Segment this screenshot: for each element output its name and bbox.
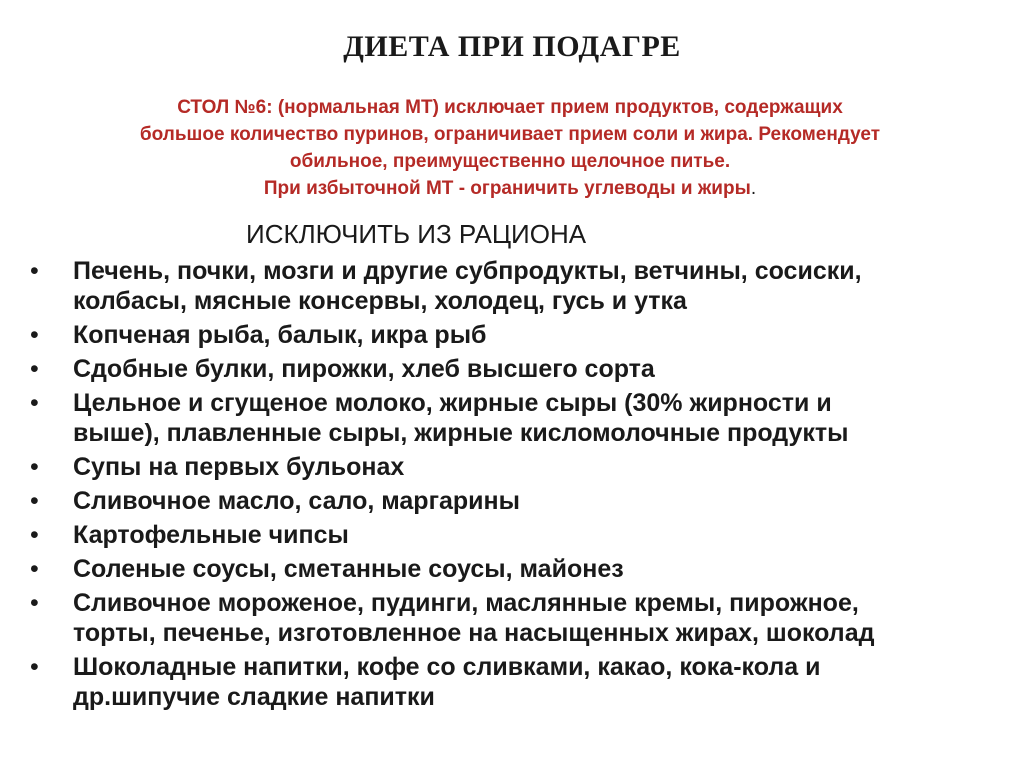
description-line: обильное, преимущественно щелочное питье.	[289, 151, 731, 172]
bullet-icon: •	[30, 555, 39, 583]
list-item-text: Цельное и сгущеное молоко, жирные сыры (30% жирности и	[73, 389, 832, 417]
list-item	[30, 354, 1005, 384]
list-item	[30, 652, 1005, 712]
list-item	[30, 388, 1005, 448]
excluded-foods-list	[30, 256, 1005, 716]
description-line: СТОЛ №6: (нормальная МТ) исключает прием продуктов, содержащих	[177, 97, 843, 118]
list-item-text: Копченая рыба, балык, икра рыб	[73, 321, 487, 349]
list-item-text: торты, печенье, изготовленное на насыщенных жирах, шоколад	[73, 619, 875, 647]
bullet-icon: •	[30, 257, 39, 285]
bullet-icon: •	[30, 487, 39, 515]
description-line-period: .	[750, 178, 757, 199]
slide-title: ДИЕТА ПРИ ПОДАГРЕ	[343, 30, 681, 63]
bullet-icon: •	[30, 453, 39, 481]
list-item	[30, 452, 1005, 482]
description-line-text: При избыточной МТ - ограничить углеводы и жиры	[263, 178, 751, 199]
list-item-text: колбасы, мясные консервы, холодец, гусь и утка	[73, 287, 687, 315]
list-item	[30, 554, 1005, 584]
list-item	[30, 588, 1005, 648]
bullet-icon: •	[30, 321, 39, 349]
list-item-text: выше), плавленные сыры, жирные кисломолочные продукты	[73, 419, 849, 447]
section-heading: ИСКЛЮЧИТЬ ИЗ РАЦИОНА	[246, 219, 587, 249]
diet-description	[20, 94, 1000, 202]
description-line	[20, 175, 1000, 202]
bullet-icon: •	[30, 355, 39, 383]
list-item-text: Печень, почки, мозги и другие субпродукты, ветчины, сосиски,	[73, 257, 862, 285]
description-line: большое количество пуринов, ограничивает прием соли и жира. Рекомендует	[139, 124, 881, 145]
list-item-text: Сдобные булки, пирожки, хлеб высшего сорта	[73, 355, 655, 383]
list-item-text: Сливочное мороженое, пудинги, маслянные кремы, пирожное,	[73, 589, 859, 617]
list-item	[30, 256, 1005, 316]
list-item-text: Шоколадные напитки, кофе со сливками, какао, кока-кола и	[73, 653, 821, 681]
list-item-text: Супы на первых бульонах	[73, 453, 405, 481]
bullet-icon: •	[30, 589, 39, 617]
list-item-text: Картофельные чипсы	[73, 521, 349, 549]
bullet-icon: •	[30, 389, 39, 417]
bullet-icon: •	[30, 653, 39, 681]
list-item-text: Соленые соусы, сметанные соусы, майонез	[73, 555, 624, 583]
list-item	[30, 486, 1005, 516]
list-item	[30, 520, 1005, 550]
list-item	[30, 320, 1005, 350]
list-item-text: Сливочное масло, сало, маргарины	[73, 487, 520, 515]
list-item-text: др.шипучие сладкие напитки	[73, 683, 435, 711]
bullet-icon: •	[30, 521, 39, 549]
